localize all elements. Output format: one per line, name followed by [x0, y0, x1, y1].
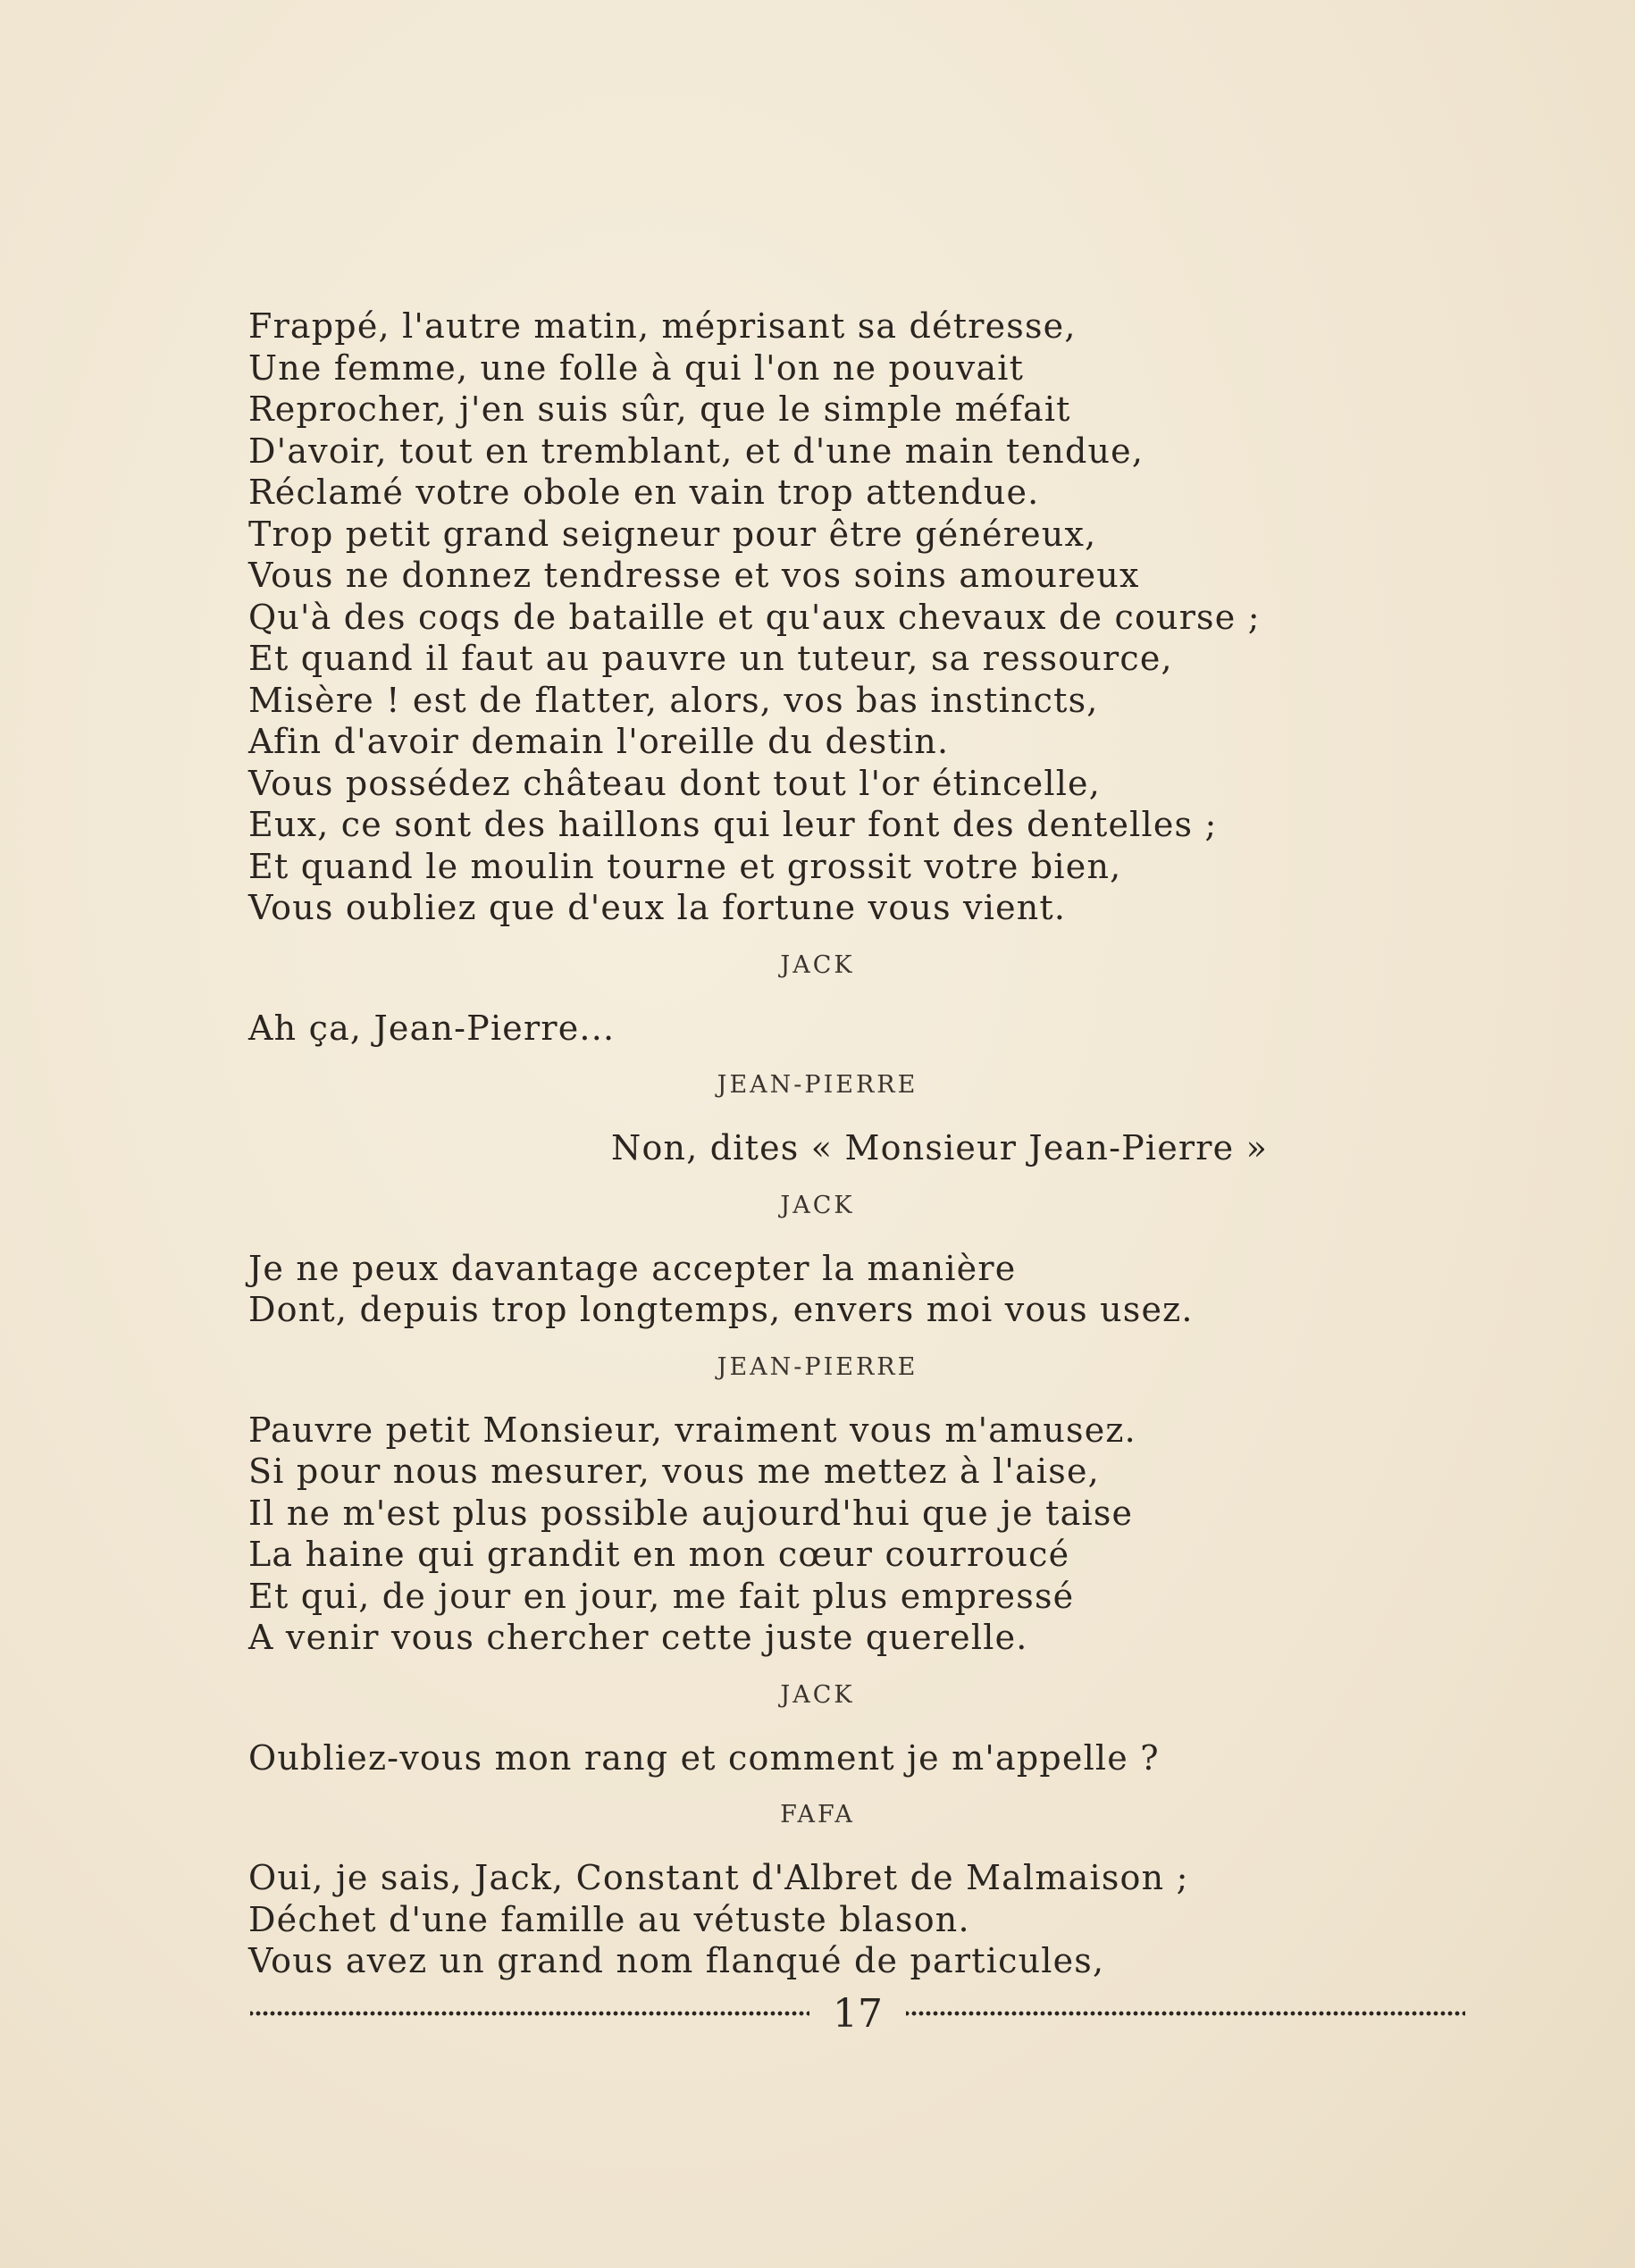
footer-dots-left [250, 2010, 809, 2017]
verse-line: Pauvre petit Monsieur, vraiment vous m'amusez. [248, 1410, 1136, 1450]
verse-line: Eux, ce sont des haillons qui leur font des dentelles ; [248, 805, 1218, 844]
verse-line: Il ne m'est plus possible aujourd'hui que je taise [248, 1493, 1134, 1533]
spacer [248, 1169, 1374, 1189]
verse-line: Oui, je sais, Jack, Constant d'Albret de Malmaison ; [248, 1858, 1189, 1897]
speaker-name: JACK [780, 1680, 855, 1709]
spacer [248, 983, 1374, 1008]
verse-line: Non, dites « Monsieur Jean-Pierre » [611, 1128, 1269, 1167]
verse-line: Je ne peux davantage accepter la manière [248, 1248, 1017, 1288]
verse-line: Déchet d'une famille au vétuste blason. [248, 1899, 970, 1939]
verse-line: Oubliez-vous mon rang et comment je m'appelle ? [248, 1737, 1160, 1778]
spacer [248, 1102, 1374, 1127]
spacer [248, 1049, 1374, 1068]
verse-line: Trop petit grand seigneur pour être généreux, [248, 514, 1097, 554]
spacer [248, 1331, 1374, 1351]
spacer [248, 1659, 1374, 1678]
verse-line: Une femme, une folle à qui l'on ne pouvait [248, 347, 1025, 388]
verse-line: Et qui, de jour en jour, me fait plus empressé [248, 1576, 1075, 1616]
verse-line: Vous oubliez que d'eux la fortune vous vient. [248, 888, 1067, 927]
verse-line: Misère ! est de flatter, alors, vos bas instincts, [248, 680, 1099, 720]
verse-line: Vous possédez château dont tout l'or étincelle, [248, 763, 1102, 803]
spacer [248, 1712, 1374, 1737]
spacer [248, 1385, 1374, 1410]
page-number: 17 [833, 1990, 883, 2037]
verse-line: Afin d'avoir demain l'oreille du destin. [248, 722, 950, 761]
spacer [248, 1223, 1374, 1248]
verse-line: Et quand il faut au pauvre un tuteur, sa ressource, [248, 639, 1173, 678]
speaker-name: JEAN-PIERRE [717, 1071, 918, 1099]
verse-line: Et quand le moulin tourne et grossit votre bien, [248, 846, 1122, 886]
verse-line: D'avoir, tout en tremblant, et d'une main tendue, [248, 431, 1144, 471]
spacer [248, 929, 1374, 949]
verse-line: Vous ne donnez tendresse et vos soins amoureux [248, 556, 1140, 595]
speaker-name: JACK [780, 950, 855, 979]
verse-line: Frappé, l'autre matin, méprisant sa détresse, [248, 306, 1077, 346]
verse-line: Réclamé votre obole en vain trop attendue. [248, 473, 1040, 512]
page-footer [250, 1987, 1465, 2040]
verse-line: Ah ça, Jean-Pierre... [248, 1008, 616, 1048]
footer-dots-right [906, 2010, 1465, 2017]
spacer [248, 1778, 1374, 1798]
poem-text [248, 305, 1374, 1982]
verse-line: Si pour nous mesurer, vous me mettez à l'aise, [248, 1452, 1100, 1491]
speaker-name: FAFA [780, 1801, 855, 1829]
verse-line: Vous avez un grand nom flanqué de particules, [248, 1941, 1105, 1980]
verse-line: Qu'à des coqs de bataille et qu'aux chevaux de course ; [248, 597, 1261, 637]
spacer [248, 1832, 1374, 1857]
verse-line: A venir vous chercher cette juste querelle. [248, 1618, 1028, 1657]
speaker-name: JACK [780, 1191, 855, 1219]
verse-line: Dont, depuis trop longtemps, envers moi vous usez. [248, 1290, 1194, 1329]
verse-line: La haine qui grandit en mon cœur courroucé [248, 1535, 1070, 1574]
verse-line: Reprocher, j'en suis sûr, que le simple méfait [248, 389, 1071, 429]
speaker-name: JEAN-PIERRE [717, 1352, 918, 1381]
